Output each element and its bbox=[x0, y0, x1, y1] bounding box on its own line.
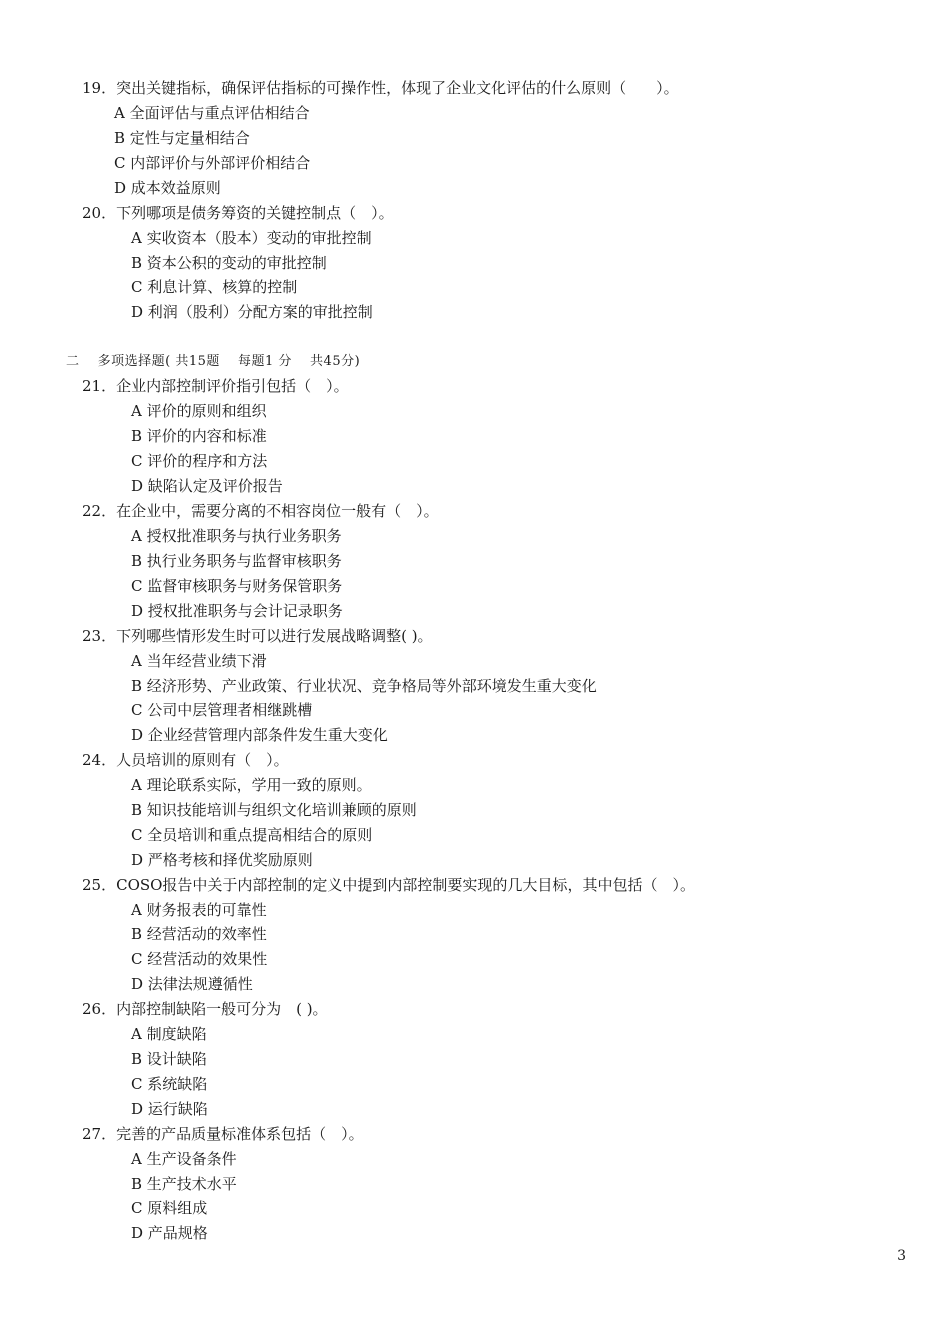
q22-option-a: A 授权批准职务与执行业务职务 bbox=[131, 527, 342, 545]
q22-option-c: C 监督审核职务与财务保管职务 bbox=[131, 577, 343, 595]
question-25: 25．COSO报告中关于内部控制的定义中提到内部控制要实现的几大目标，其中包括（ ）。 bbox=[82, 876, 695, 894]
q24-option-a: A 理论联系实际，学用一致的原则。 bbox=[131, 776, 372, 794]
question-22: 22．在企业中，需要分离的不相容岗位一般有（ ）。 bbox=[82, 502, 439, 520]
q19-option-b: B 定性与定量相结合 bbox=[114, 129, 250, 147]
question-23: 23．下列哪些情形发生时可以进行发展战略调整( )。 bbox=[82, 627, 433, 645]
q24-option-d: D 严格考核和择优奖励原则 bbox=[131, 851, 313, 869]
q20-option-b: B 资本公积的变动的审批控制 bbox=[131, 254, 327, 272]
q20-option-c: C 利息计算、核算的控制 bbox=[131, 278, 298, 296]
q22-option-d: D 授权批准职务与会计记录职务 bbox=[131, 602, 343, 620]
page-number: 3 bbox=[897, 1248, 906, 1264]
q24-option-b: B 知识技能培训与组织文化培训兼顾的原则 bbox=[131, 801, 417, 819]
q23-option-d: D 企业经营管理内部条件发生重大变化 bbox=[131, 726, 388, 744]
q27-option-d: D 产品规格 bbox=[131, 1224, 208, 1242]
q25-option-c: C 经营活动的效果性 bbox=[131, 950, 268, 968]
q27-option-b: B 生产技术水平 bbox=[131, 1175, 237, 1193]
question-21: 21．企业内部控制评价指引包括（ ）。 bbox=[82, 377, 349, 395]
q24-option-c: C 全员培训和重点提高相结合的原则 bbox=[131, 826, 373, 844]
q23-option-c: C 公司中层管理者相继跳槽 bbox=[131, 701, 313, 719]
q27-option-a: A 生产设备条件 bbox=[131, 1150, 237, 1168]
q21-option-a: A 评价的原则和组织 bbox=[131, 402, 267, 420]
q26-option-d: D 运行缺陷 bbox=[131, 1100, 208, 1118]
q25-option-d: D 法律法规遵循性 bbox=[131, 975, 253, 993]
q19-option-d: D 成本效益原则 bbox=[114, 179, 221, 197]
q23-option-a: A 当年经营业绩下滑 bbox=[131, 652, 267, 670]
section-heading-multiple-choice: 二 多项选择题( 共15题 每题1 分 共45分) bbox=[66, 354, 361, 369]
q21-option-b: B 评价的内容和标准 bbox=[131, 427, 267, 445]
q25-option-a: A 财务报表的可靠性 bbox=[131, 901, 267, 919]
q19-option-c: C 内部评价与外部评价相结合 bbox=[114, 154, 311, 172]
question-24: 24．人员培训的原则有（ ）。 bbox=[82, 751, 289, 769]
q19-option-a: A 全面评估与重点评估相结合 bbox=[114, 104, 310, 122]
question-20: 20．下列哪项是债务筹资的关键控制点（ ）。 bbox=[82, 204, 394, 222]
q20-option-a: A 实收资本（股本）变动的审批控制 bbox=[131, 229, 372, 247]
q27-option-c: C 原料组成 bbox=[131, 1199, 208, 1217]
q26-option-c: C 系统缺陷 bbox=[131, 1075, 208, 1093]
q21-option-d: D 缺陷认定及评价报告 bbox=[131, 477, 283, 495]
question-26: 26．内部控制缺陷一般可分为 ( )。 bbox=[82, 1000, 328, 1018]
question-19: 19．突出关键指标，确保评估指标的可操作性，体现了企业文化评估的什么原则（ ）。 bbox=[82, 79, 679, 97]
q23-option-b: B 经济形势、产业政策、行业状况、竞争格局等外部环境发生重大变化 bbox=[131, 677, 597, 695]
q21-option-c: C 评价的程序和方法 bbox=[131, 452, 268, 470]
q26-option-b: B 设计缺陷 bbox=[131, 1050, 207, 1068]
q20-option-d: D 利润（股利）分配方案的审批控制 bbox=[131, 303, 373, 321]
question-27: 27．完善的产品质量标准体系包括（ ）。 bbox=[82, 1125, 364, 1143]
q22-option-b: B 执行业务职务与监督审核职务 bbox=[131, 552, 342, 570]
q25-option-b: B 经营活动的效率性 bbox=[131, 925, 267, 943]
q26-option-a: A 制度缺陷 bbox=[131, 1025, 207, 1043]
